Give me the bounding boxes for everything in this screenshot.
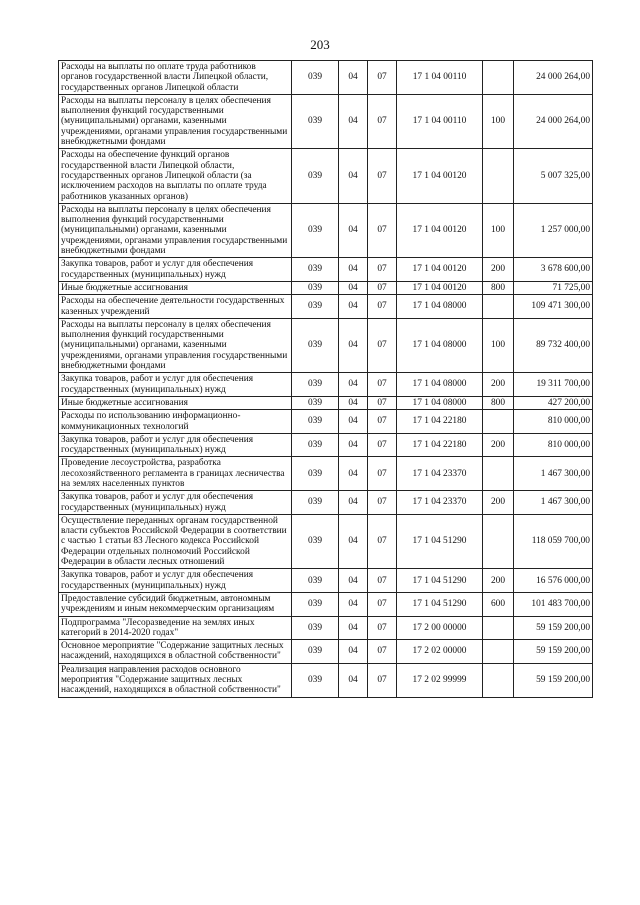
- expense-type-code-cell: 100: [483, 94, 514, 148]
- department-code-cell: 039: [292, 396, 339, 409]
- expense-name-cell: Основное мероприятие "Содержание защитных лесных насаждений, находящихся в областной собственности": [59, 640, 292, 664]
- department-code-cell: 039: [292, 281, 339, 294]
- expense-type-code-cell: [483, 663, 514, 697]
- subsection-code-cell: 07: [368, 396, 397, 409]
- expense-type-code-cell: 600: [483, 592, 514, 616]
- amount-cell: 19 311 700,00: [514, 373, 593, 397]
- target-article-code-cell: 17 1 04 08000: [397, 295, 483, 319]
- expense-name-cell: Подпрограмма "Лесоразведение на землях иных категорий в 2014-2020 годах": [59, 616, 292, 640]
- section-code-cell: 04: [339, 295, 368, 319]
- section-code-cell: 04: [339, 410, 368, 434]
- target-article-code-cell: 17 2 02 00000: [397, 640, 483, 664]
- page-number: 203: [310, 37, 330, 52]
- expense-type-code-cell: [483, 514, 514, 568]
- expense-type-code-cell: 200: [483, 491, 514, 515]
- amount-cell: 1 467 300,00: [514, 457, 593, 491]
- subsection-code-cell: 07: [368, 281, 397, 294]
- department-code-cell: 039: [292, 592, 339, 616]
- amount-cell: 5 007 325,00: [514, 149, 593, 203]
- table-row: [59, 94, 593, 148]
- target-article-code-cell: 17 1 04 22180: [397, 410, 483, 434]
- subsection-code-cell: 07: [368, 94, 397, 148]
- table-row: [59, 373, 593, 397]
- target-article-code-cell: 17 1 04 00110: [397, 94, 483, 148]
- section-code-cell: 04: [339, 373, 368, 397]
- expense-type-code-cell: [483, 640, 514, 664]
- department-code-cell: 039: [292, 433, 339, 457]
- target-article-code-cell: 17 1 04 08000: [397, 396, 483, 409]
- target-article-code-cell: 17 2 02 99999: [397, 663, 483, 697]
- expense-type-code-cell: 200: [483, 258, 514, 282]
- amount-cell: 24 000 264,00: [514, 94, 593, 148]
- budget-table: [58, 60, 593, 698]
- department-code-cell: 039: [292, 640, 339, 664]
- table-row: [59, 281, 593, 294]
- target-article-code-cell: 17 1 04 51290: [397, 514, 483, 568]
- expense-name-cell: Расходы на выплаты персоналу в целях обеспечения выполнения функций государственными (муниципальными) органами, казенными учреждениями, органами управления государственными внебюджетными фондами: [59, 203, 292, 257]
- target-article-code-cell: 17 1 04 23370: [397, 457, 483, 491]
- section-code-cell: 04: [339, 663, 368, 697]
- section-code-cell: 04: [339, 491, 368, 515]
- expense-type-code-cell: 200: [483, 569, 514, 593]
- expense-type-code-cell: [483, 149, 514, 203]
- amount-cell: 59 159 200,00: [514, 663, 593, 697]
- department-code-cell: 039: [292, 258, 339, 282]
- section-code-cell: 04: [339, 281, 368, 294]
- amount-cell: 427 200,00: [514, 396, 593, 409]
- expense-name-cell: Закупка товаров, работ и услуг для обеспечения государственных (муниципальных) нужд: [59, 491, 292, 515]
- expense-name-cell: Расходы по использованию информационно-коммуникационных технологий: [59, 410, 292, 434]
- subsection-code-cell: 07: [368, 258, 397, 282]
- subsection-code-cell: 07: [368, 373, 397, 397]
- section-code-cell: 04: [339, 592, 368, 616]
- expense-type-code-cell: 100: [483, 318, 514, 372]
- amount-cell: 810 000,00: [514, 410, 593, 434]
- amount-cell: 24 000 264,00: [514, 61, 593, 95]
- amount-cell: 1 257 000,00: [514, 203, 593, 257]
- target-article-code-cell: 17 1 04 08000: [397, 373, 483, 397]
- section-code-cell: 04: [339, 61, 368, 95]
- section-code-cell: 04: [339, 433, 368, 457]
- expense-name-cell: Предоставление субсидий бюджетным, автономным учреждениям и иным некоммерческим организациям: [59, 592, 292, 616]
- target-article-code-cell: 17 1 04 00120: [397, 281, 483, 294]
- expense-type-code-cell: 200: [483, 373, 514, 397]
- subsection-code-cell: 07: [368, 61, 397, 95]
- expense-name-cell: Расходы на обеспечение функций органов государственной власти Липецкой области, государственных органов Липецкой области (за исключением расходов на выплаты по оплате труда работников указанных органов): [59, 149, 292, 203]
- section-code-cell: 04: [339, 203, 368, 257]
- department-code-cell: 039: [292, 203, 339, 257]
- subsection-code-cell: 07: [368, 457, 397, 491]
- amount-cell: 89 732 400,00: [514, 318, 593, 372]
- target-article-code-cell: 17 1 04 00110: [397, 61, 483, 95]
- expense-name-cell: Расходы на выплаты персоналу в целях обеспечения выполнения функций государственными (муниципальными) органами, казенными учреждениями, органами управления государственными внебюджетными фондами: [59, 318, 292, 372]
- table-row: [59, 396, 593, 409]
- department-code-cell: 039: [292, 61, 339, 95]
- target-article-code-cell: 17 1 04 51290: [397, 569, 483, 593]
- section-code-cell: 04: [339, 94, 368, 148]
- table-row: [59, 203, 593, 257]
- subsection-code-cell: 07: [368, 149, 397, 203]
- subsection-code-cell: 07: [368, 616, 397, 640]
- table-row: [59, 663, 593, 697]
- target-article-code-cell: 17 1 04 00120: [397, 203, 483, 257]
- department-code-cell: 039: [292, 318, 339, 372]
- expense-name-cell: Закупка товаров, работ и услуг для обеспечения государственных (муниципальных) нужд: [59, 433, 292, 457]
- table-row: [59, 592, 593, 616]
- table-row: [59, 640, 593, 664]
- target-article-code-cell: 17 1 04 00120: [397, 258, 483, 282]
- department-code-cell: 039: [292, 663, 339, 697]
- table-row: [59, 61, 593, 95]
- section-code-cell: 04: [339, 457, 368, 491]
- expense-type-code-cell: [483, 295, 514, 319]
- table-row: [59, 514, 593, 568]
- target-article-code-cell: 17 1 04 00120: [397, 149, 483, 203]
- expense-name-cell: Проведение лесоустройства, разработка лесохозяйственного регламента в границах лесничества на землях населенных пунктов: [59, 457, 292, 491]
- expense-name-cell: Расходы на выплаты по оплате труда работников органов государственной власти Липецкой области, государственных органов Липецкой области: [59, 61, 292, 95]
- target-article-code-cell: 17 1 04 08000: [397, 318, 483, 372]
- section-code-cell: 04: [339, 396, 368, 409]
- department-code-cell: 039: [292, 149, 339, 203]
- subsection-code-cell: 07: [368, 640, 397, 664]
- section-code-cell: 04: [339, 514, 368, 568]
- section-code-cell: 04: [339, 149, 368, 203]
- table-row: [59, 258, 593, 282]
- expense-type-code-cell: [483, 457, 514, 491]
- target-article-code-cell: 17 1 04 23370: [397, 491, 483, 515]
- table-row: [59, 318, 593, 372]
- expense-type-code-cell: [483, 410, 514, 434]
- expense-name-cell: Иные бюджетные ассигнования: [59, 396, 292, 409]
- subsection-code-cell: 07: [368, 569, 397, 593]
- department-code-cell: 039: [292, 569, 339, 593]
- amount-cell: 1 467 300,00: [514, 491, 593, 515]
- expense-name-cell: Закупка товаров, работ и услуг для обеспечения государственных (муниципальных) нужд: [59, 569, 292, 593]
- table-row: [59, 569, 593, 593]
- department-code-cell: 039: [292, 94, 339, 148]
- expense-name-cell: Реализация направления расходов основного мероприятия "Содержание защитных лесных насаждений, находящихся в областной собственности": [59, 663, 292, 697]
- amount-cell: 101 483 700,00: [514, 592, 593, 616]
- amount-cell: 59 159 200,00: [514, 640, 593, 664]
- expense-name-cell: Расходы на обеспечение деятельности государственных казенных учреждений: [59, 295, 292, 319]
- target-article-code-cell: 17 1 04 51290: [397, 592, 483, 616]
- expense-name-cell: Расходы на выплаты персоналу в целях обеспечения выполнения функций государственными (муниципальными) органами, казенными учреждениями, органами управления государственными внебюджетными фондами: [59, 94, 292, 148]
- table-row: [59, 295, 593, 319]
- subsection-code-cell: 07: [368, 491, 397, 515]
- expense-type-code-cell: 100: [483, 203, 514, 257]
- section-code-cell: 04: [339, 569, 368, 593]
- amount-cell: 109 471 300,00: [514, 295, 593, 319]
- subsection-code-cell: 07: [368, 410, 397, 434]
- subsection-code-cell: 07: [368, 592, 397, 616]
- department-code-cell: 039: [292, 457, 339, 491]
- department-code-cell: 039: [292, 616, 339, 640]
- table-row: [59, 433, 593, 457]
- expense-type-code-cell: [483, 61, 514, 95]
- table-row: [59, 410, 593, 434]
- amount-cell: 59 159 200,00: [514, 616, 593, 640]
- subsection-code-cell: 07: [368, 433, 397, 457]
- expense-name-cell: Закупка товаров, работ и услуг для обеспечения государственных (муниципальных) нужд: [59, 373, 292, 397]
- department-code-cell: 039: [292, 514, 339, 568]
- amount-cell: 3 678 600,00: [514, 258, 593, 282]
- subsection-code-cell: 07: [368, 663, 397, 697]
- expense-name-cell: Закупка товаров, работ и услуг для обеспечения государственных (муниципальных) нужд: [59, 258, 292, 282]
- section-code-cell: 04: [339, 318, 368, 372]
- subsection-code-cell: 07: [368, 318, 397, 372]
- section-code-cell: 04: [339, 616, 368, 640]
- table-row: [59, 149, 593, 203]
- amount-cell: 810 000,00: [514, 433, 593, 457]
- table-row: [59, 457, 593, 491]
- section-code-cell: 04: [339, 640, 368, 664]
- expense-type-code-cell: [483, 616, 514, 640]
- department-code-cell: 039: [292, 410, 339, 434]
- expense-type-code-cell: 800: [483, 396, 514, 409]
- expense-type-code-cell: 800: [483, 281, 514, 294]
- department-code-cell: 039: [292, 295, 339, 319]
- target-article-code-cell: 17 1 04 22180: [397, 433, 483, 457]
- department-code-cell: 039: [292, 373, 339, 397]
- subsection-code-cell: 07: [368, 295, 397, 319]
- expense-type-code-cell: 200: [483, 433, 514, 457]
- section-code-cell: 04: [339, 258, 368, 282]
- subsection-code-cell: 07: [368, 203, 397, 257]
- table-row: [59, 616, 593, 640]
- table-row: [59, 491, 593, 515]
- target-article-code-cell: 17 2 00 00000: [397, 616, 483, 640]
- expense-name-cell: Осуществление переданных органам государственной власти субъектов Российской Федерации в соответствии с частью 1 статьи 83 Лесного кодекса Российской Федерации отдельных полномочий Российской Федерации в области лесных отношений: [59, 514, 292, 568]
- amount-cell: 16 576 000,00: [514, 569, 593, 593]
- amount-cell: 71 725,00: [514, 281, 593, 294]
- expense-name-cell: Иные бюджетные ассигнования: [59, 281, 292, 294]
- subsection-code-cell: 07: [368, 514, 397, 568]
- department-code-cell: 039: [292, 491, 339, 515]
- amount-cell: 118 059 700,00: [514, 514, 593, 568]
- budget-table-body: [59, 61, 593, 698]
